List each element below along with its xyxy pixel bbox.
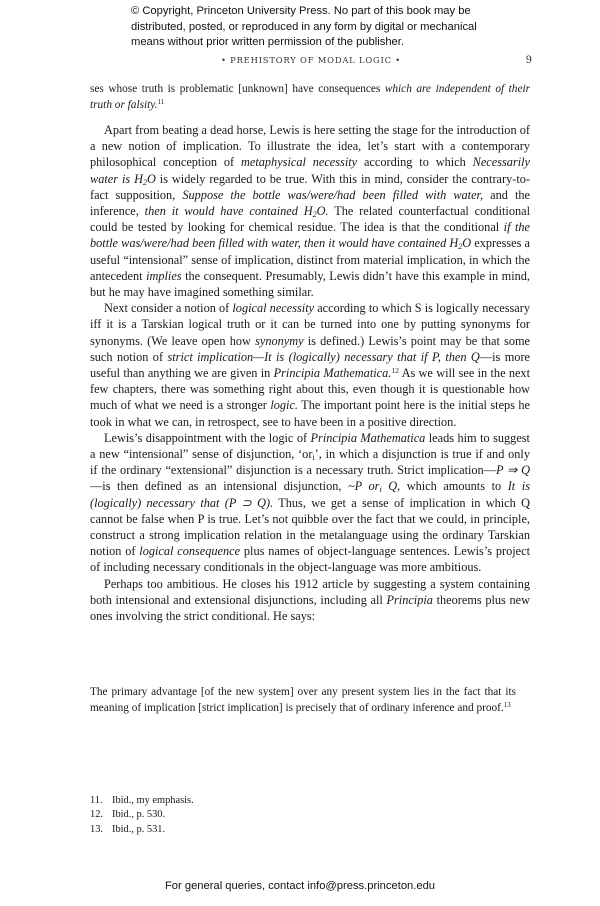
page-number: 9: [525, 55, 532, 66]
copyright-line-1: © Copyright, Princeton University Press. No part of this book may be: [131, 5, 471, 17]
paragraph-1: Apart from beating a dead horse, Lewis is here setting the stage for the introduction of a new notion of implication. To illustrate the idea, let’s start with a contemporary philosophical conception of metaphysical necessity according to which Necessarily water is $H_2O$ is widely regarded to be true. With this in mind, consider the contrary-to-fact supposition, Suppose the bottle was/were/had been filled with water, and the inference, then it would have contained $H_2O$. The related counterfactual conditional could be tested by looking for chemical residue. The idea is that the conditional if the bottle was/were/had been filled with water, then it would have contained $H_2O$ expresses a useful “intensional” sense of implication, distinct from material implication, in which the antecedent implies the consequent. Presumably, Lewis didn’t have this example in mind, but he may have imagined something similar.: [90, 123, 530, 300]
footnote-ref-12[interactable]: 12: [391, 365, 399, 375]
copyright-line-2: distributed, posted, or reproduced in any form by digital or mechanical: [131, 20, 477, 33]
copyright-notice: [131, 4, 491, 51]
footnote-item: 13. Ibid., p. 531.: [90, 823, 166, 835]
footnote-ref-13[interactable]: 13: [503, 701, 511, 710]
paragraph-2: Next consider a notion of logical necessity according to which S is logically necessary iff it is a Tarskian logical truth or it can be turned into one by putting synonyms for synonyms. (We leave open how synonymy is defined.) Lewis’s point may be that some such notion of strict implication—It is (logically) necessary that if P, then Q—is more useful than anything we are given in Principia Mathematica.$^{12}$ As we will see in the next few chapters, there was something right about this, even though it is questionable how much of what we need is a stronger logic. The important point here is the initial steps he took in what we can, in retrospect, see to have been in a positive direction.: [90, 301, 531, 429]
footnote-ref-11[interactable]: 11: [157, 98, 165, 107]
block-quote: The primary advantage [of the new system] over any present system lies in the fact that its meaning of implication [strict implication] is precisely that of ordinary inference and proof.$^{13}$: [90, 686, 516, 715]
contact-footer: For general queries, contact info@press.princeton.edu: [164, 880, 436, 892]
paragraph-4: Perhaps too ambitious. He closes his 1912 article by suggesting a system containing both intensional and extensional disjunctions, including all Principia theorems plus new ones involving the strict conditional. He says:: [90, 576, 530, 624]
paragraph-3: Lewis’s disappointment with the logic of Principia Mathematica leads him to suggest a new “intensional” sense of disjunction, ‘$or_i$’, in which a disjunction is true if and only if the ordinary “extensional” disjunction is a necessary truth. Strict implication—P ⇒ Q—is then defined as an intensional disjunction, ~P $or_i$ Q, which amounts to It is (logically) necessary that (P ⊃ Q). Thus, we get a sense of implication in which Q cannot be false when P is true. Let’s not quibble over the fact that we could, in principle, construct a strong implication relation in the metalanguage using the ordinary Tarskian notion of logical consequence plus names of object-language sentences. Lewis’s project of including necessary conditionals in the object-language was more ambitious.: [90, 430, 530, 575]
carryover-paragraph: ses whose truth is problematic [unknown] have consequences which are independent of their truth or falsity.$^{11}$: [90, 83, 530, 111]
chapter-title: • PREHISTORY OF MODAL LOGIC •: [220, 55, 402, 65]
main-text: [90, 81, 530, 624]
footnote-item: 11. Ibid., my emphasis.: [90, 795, 194, 806]
copyright-line-3: means without prior written permission of the publisher.: [131, 36, 404, 48]
running-head: [90, 55, 532, 69]
footnote-item: 12. Ibid., p. 530.: [90, 809, 166, 821]
footnotes: [90, 794, 390, 837]
